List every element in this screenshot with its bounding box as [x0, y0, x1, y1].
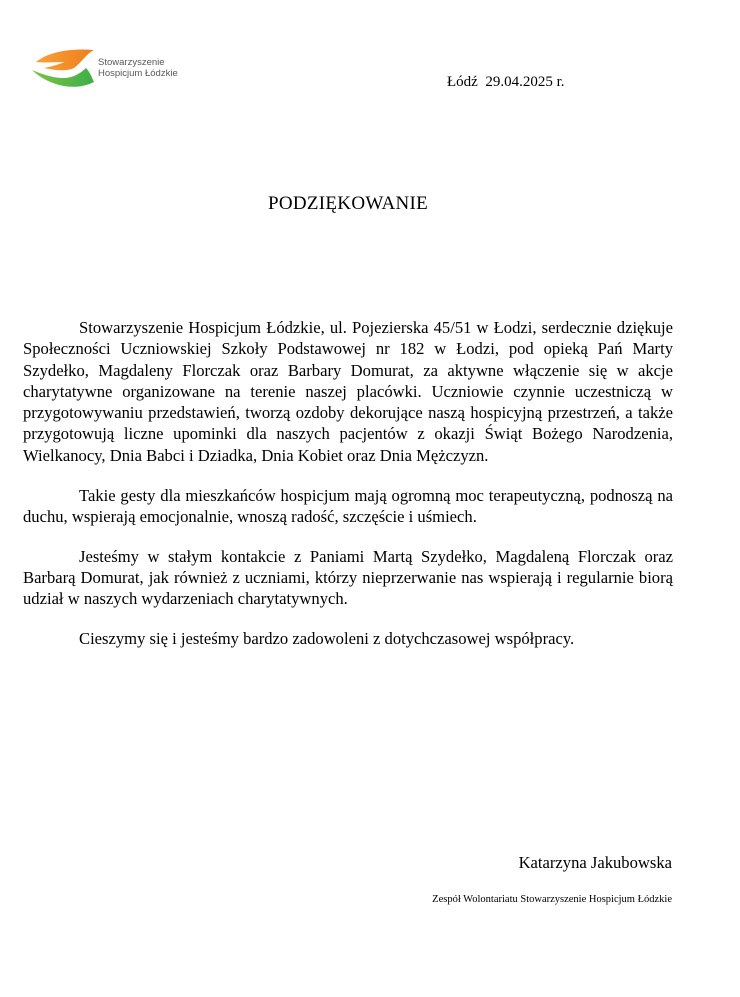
signature-team: Zespół Wolontariatu Stowarzyszenie Hospicjum Łódzkie — [432, 894, 672, 905]
document-body — [23, 317, 673, 668]
paragraph-gestures: Takie gesty dla mieszkańców hospicjum mają ogromną moc terapeutyczną, podnoszą na duchu, wspierają emocjonalnie, wnoszą radość, szczęście i uśmiech. — [23, 485, 673, 526]
signature-name: Katarzyna Jakubowska — [518, 853, 672, 872]
paragraph-contact: Jesteśmy w stałym kontakcie z Paniami Martą Szydełko, Magdaleną Florczak oraz Barbarą Domurat, jak również z uczniami, którzy nieprzerwanie nas wspierają i regularnie biorą udział w naszych wydarzeniach charytatywnych. — [23, 546, 673, 609]
document-title: PODZIĘKOWANIE — [267, 193, 429, 214]
organization-logo — [30, 46, 190, 90]
hands-flame-logo-icon — [30, 48, 96, 88]
logo-text-line1: Stowarzyszenie — [98, 57, 165, 68]
logo-text-line2: Hospicjum Łódzkie — [98, 68, 178, 79]
document-date: Łódź 29.04.2025 r. — [447, 74, 565, 90]
paragraph-closing: Cieszymy się i jesteśmy bardzo zadowoleni z dotychczasowej współpracy. — [79, 629, 575, 649]
paragraph-thanks: Stowarzyszenie Hospicjum Łódzkie, ul. Pojezierska 45/51 w Łodzi, serdecznie dziękuje Społeczności Uczniowskiej Szkoły Podstawowej nr 182 w Łodzi, pod opieką Pań Marty Szydełko, Magdaleny Florczak oraz Barbary Domurat, za aktywne włączenie się w akcje charytatywne organizowane na terenie naszej placówki. Uczniowie czynnie uczestniczą w przygotowywaniu przedstawień, tworzą ozdoby dekorujące naszą hospicyjną przestrzeń, a także przygotowują liczne upominki dla naszych pacjentów z okazji Świąt Bożego Narodzenia, Wielkanocy, Dnia Babci i Dziadka, Dnia Kobiet oraz Dnia Mężczyzn. — [23, 318, 673, 465]
